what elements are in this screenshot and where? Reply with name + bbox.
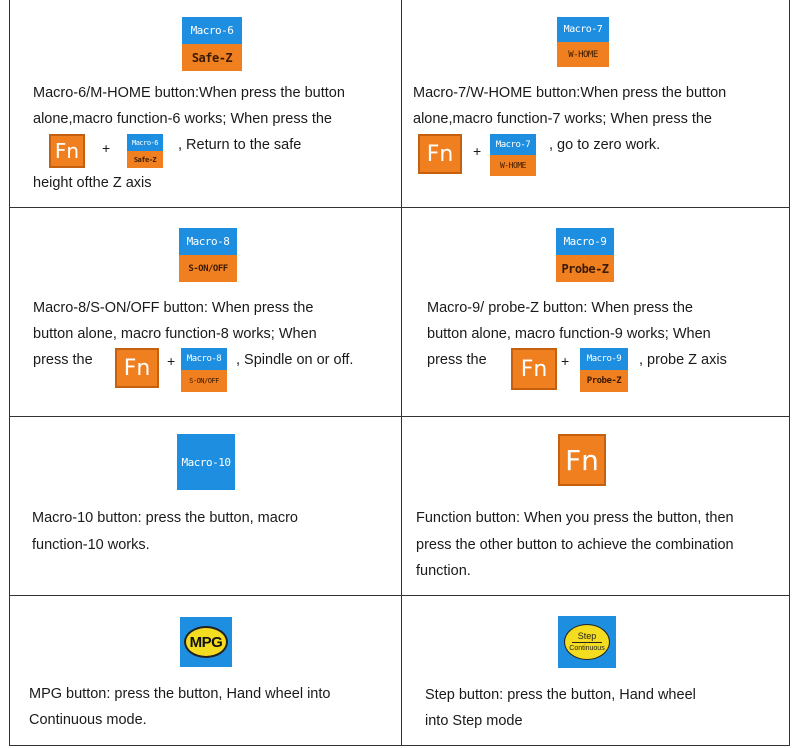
macro8-line3-pre: press the xyxy=(33,352,93,368)
macro6-line1: Macro-6/M-HOME button:When press the button xyxy=(33,85,345,101)
macro10-line2: function-10 works. xyxy=(32,537,150,553)
fn-key-icon: Fn xyxy=(49,134,85,168)
macro7-key-icon: Macro-7 W-HOME xyxy=(557,17,609,67)
mpg-key-icon xyxy=(180,617,232,667)
macro10-cell xyxy=(10,417,401,595)
step-cell xyxy=(401,596,790,746)
step-line2: into Step mode xyxy=(425,713,523,729)
macro9-cell xyxy=(401,208,790,416)
fn-key-icon: Fn xyxy=(418,134,462,174)
macro9-line3-pre: press the xyxy=(427,352,487,368)
macro6-small-key-icon: Macro-6 Safe-Z xyxy=(127,134,163,168)
macro8-line2: button alone, macro function-8 works; When xyxy=(33,326,317,342)
macro8-small-key-icon: Macro-8 S-ON/OFF xyxy=(181,348,227,392)
macro8-line3-post: , Spindle on or off. xyxy=(236,352,354,368)
fn-key-icon: Fn xyxy=(511,348,557,390)
step-label-divider xyxy=(572,642,602,643)
step-label-bottom: Continuous xyxy=(569,644,605,652)
macro7-line1: Macro-7/W-HOME button:When press the button xyxy=(413,85,727,101)
mpg-line2: Continuous mode. xyxy=(29,712,147,728)
macro7-cell xyxy=(401,0,790,207)
plus-sign: + xyxy=(473,143,482,159)
macro6-line2: alone,macro function-6 works; When press the xyxy=(33,111,332,127)
macro8-key-icon: Macro-8 S-ON/OFF xyxy=(179,228,237,282)
step-key-icon xyxy=(558,616,616,668)
plus-sign: + xyxy=(102,140,111,156)
macro10-line1: Macro-10 button: press the button, macro xyxy=(32,510,298,526)
macro9-line1: Macro-9/ probe-Z button: When press the xyxy=(427,300,693,316)
macro7-small-key-icon: Macro-7 W-HOME xyxy=(490,134,536,176)
fn-key-icon: Fn xyxy=(558,434,606,486)
mpg-line1: MPG button: press the button, Hand wheel into xyxy=(29,686,331,702)
macro9-line3-post: , probe Z axis xyxy=(639,352,727,368)
function-line3: function. xyxy=(416,563,471,579)
macro6-line3: , Return to the safe xyxy=(178,137,302,153)
mpg-cell xyxy=(10,596,401,746)
macro7-line2: alone,macro function-7 works; When press the xyxy=(413,111,712,127)
function-cell xyxy=(401,417,790,595)
function-line1: Function button: When you press the button, then xyxy=(416,510,734,526)
step-line1: Step button: press the button, Hand wheel xyxy=(425,687,696,703)
plus-sign: + xyxy=(561,353,570,369)
macro9-small-key-icon: Macro-9 Probe-Z xyxy=(580,348,628,392)
mpg-label: MPG xyxy=(184,626,228,658)
macro6-key-icon: Macro-6 Safe-Z xyxy=(182,17,242,71)
step-label-top: Step xyxy=(577,630,597,641)
function-line2: press the other button to achieve the combination xyxy=(416,537,734,553)
macro8-line1: Macro-8/S-ON/OFF button: When press the xyxy=(33,300,314,316)
plus-sign: + xyxy=(167,353,176,369)
macro8-cell xyxy=(10,208,401,416)
macro9-line2: button alone, macro function-9 works; When xyxy=(427,326,711,342)
macro9-key-icon: Macro-9 Probe-Z xyxy=(556,228,614,282)
macro6-cell xyxy=(10,0,401,207)
macro10-key-icon: Macro-10 xyxy=(177,434,235,490)
macro6-line4: height ofthe Z axis xyxy=(33,175,152,191)
fn-key-icon: Fn xyxy=(115,348,159,388)
macro7-line3: , go to zero work. xyxy=(549,137,661,153)
